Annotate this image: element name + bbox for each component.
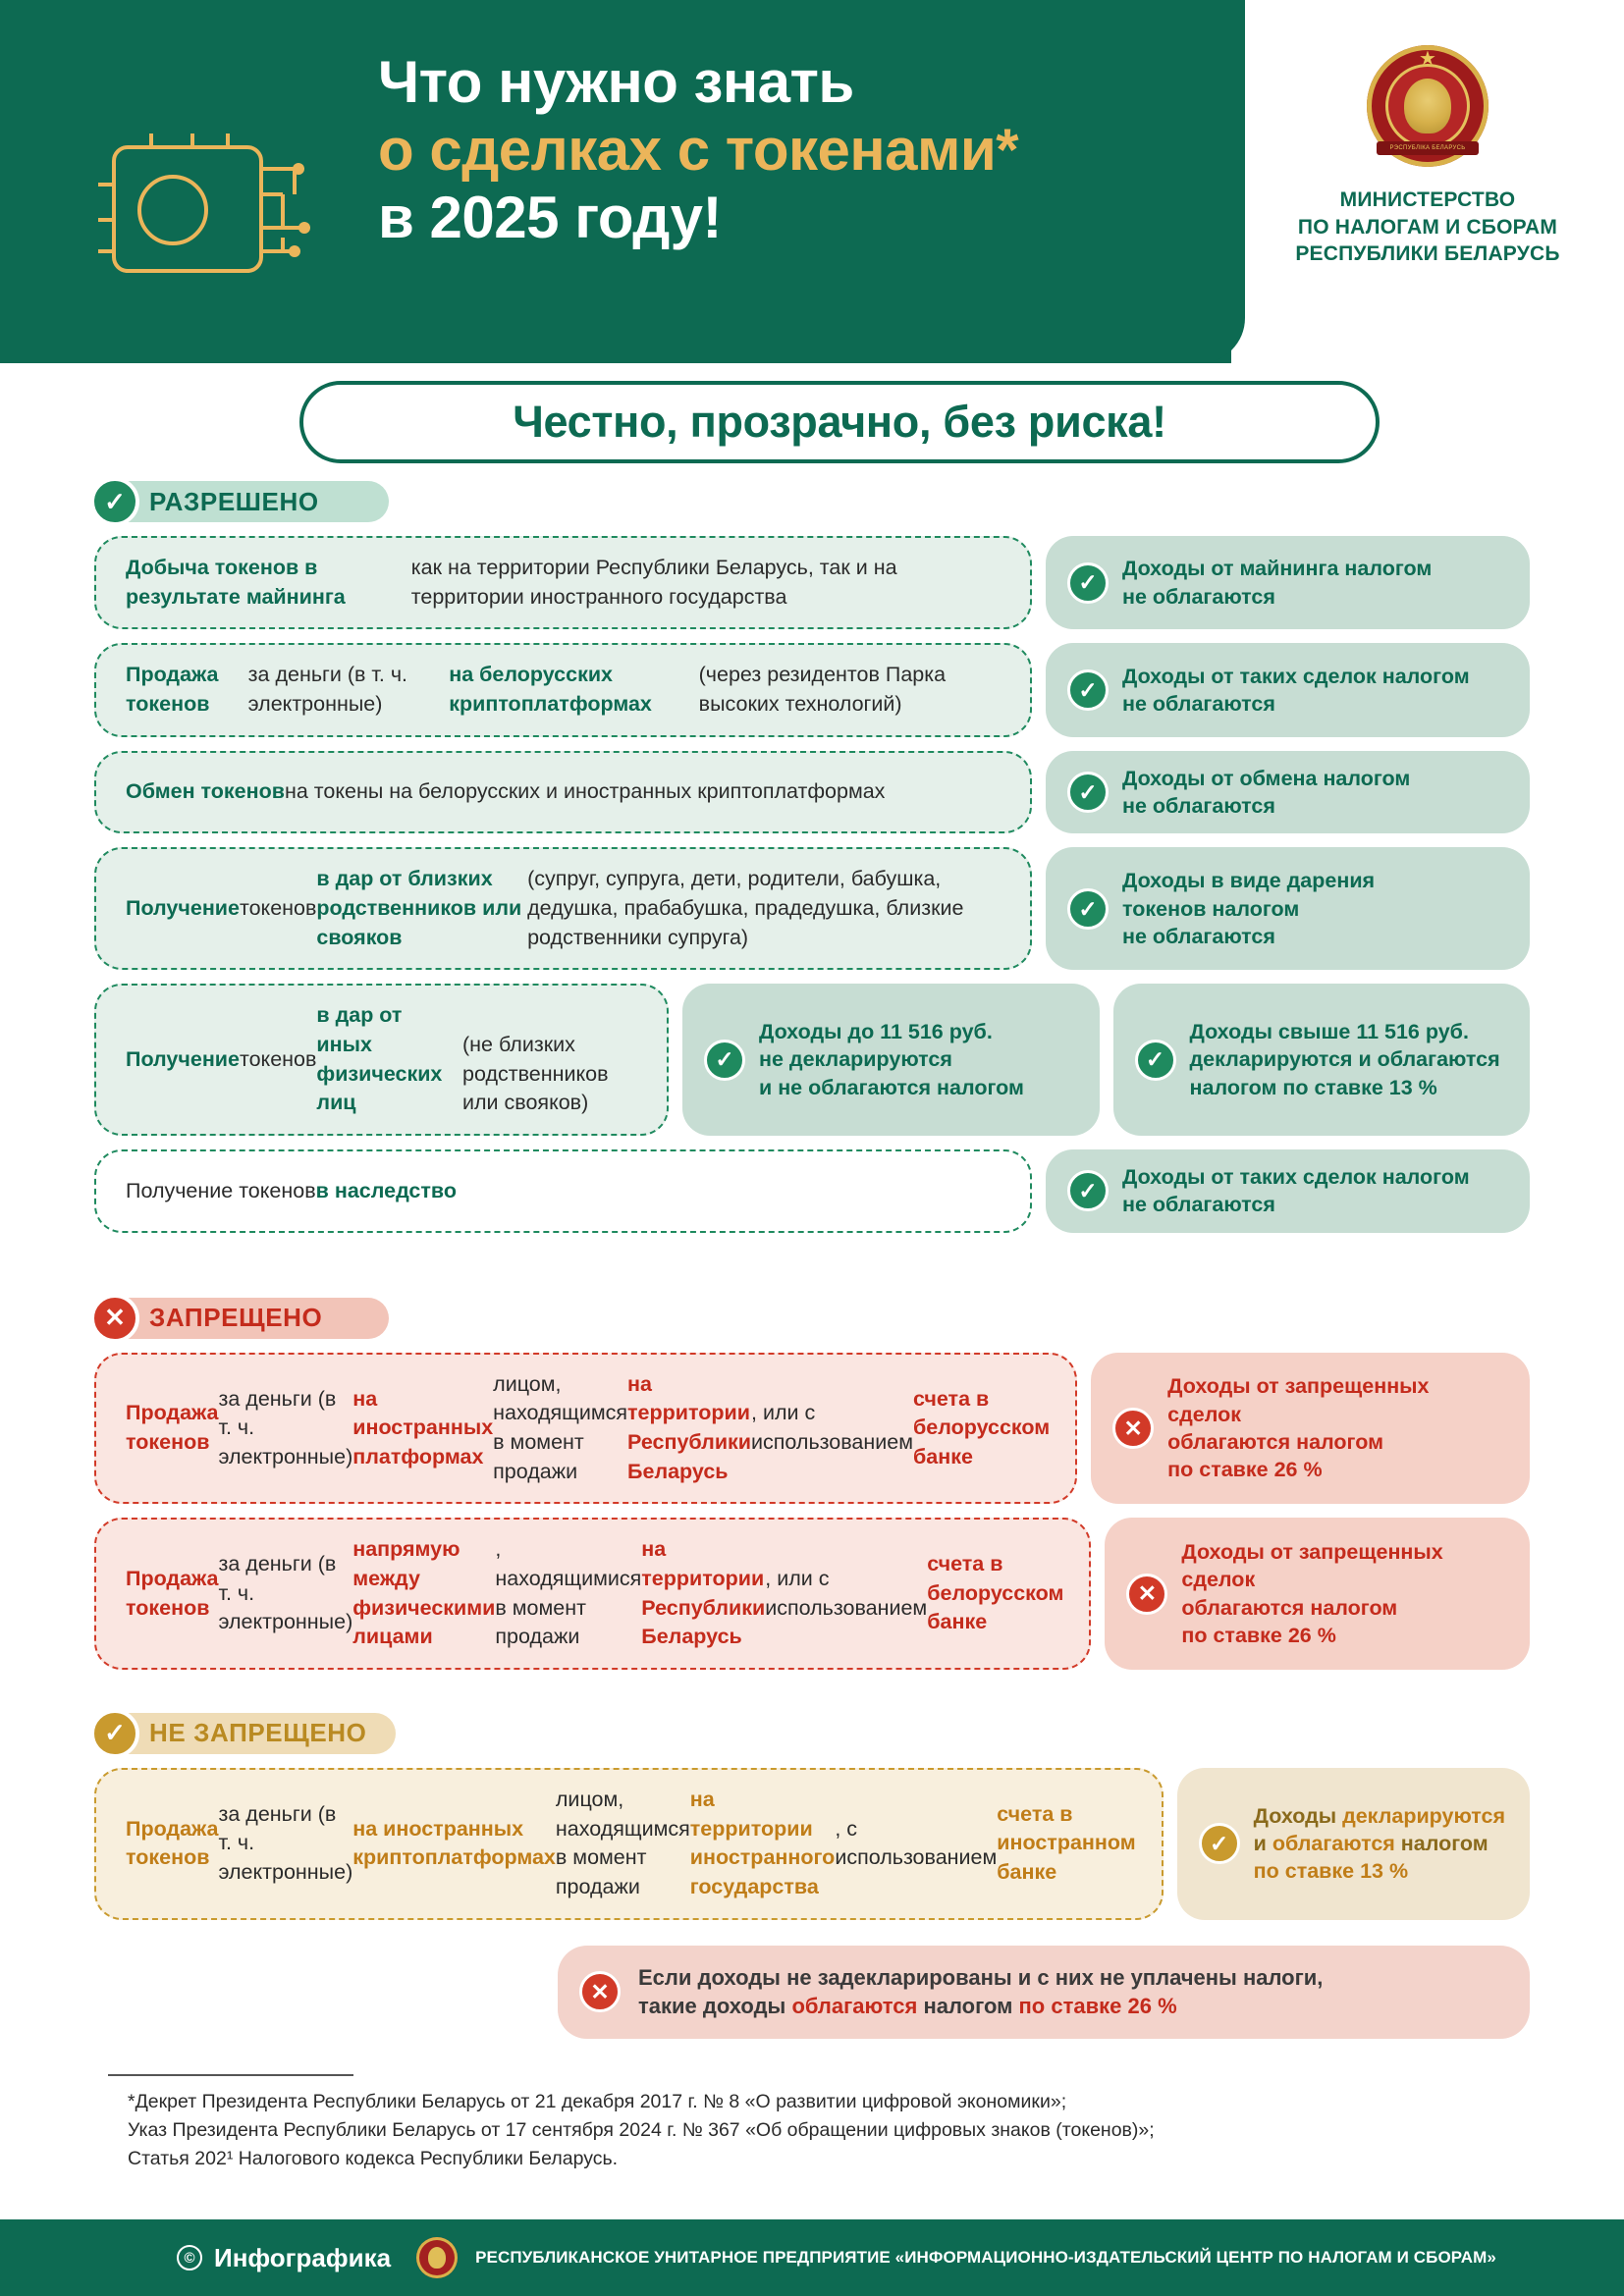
section-label-forbidden: ЗАПРЕЩЕНО (94, 1298, 389, 1339)
section-header-allowed (94, 481, 1624, 522)
check-circle-gold-icon: ✓ (90, 1709, 139, 1758)
check-circle-icon: ✓ (90, 477, 139, 526)
footnote-line-3: Статья 202¹ Налогового кодекса Республики Беларусь. (128, 2148, 619, 2170)
footer-brand-text: Инфографика (214, 2242, 392, 2272)
allowed-row-3-description: Обмен токенов на токены на белорусских и иностранных криптоплатформах (94, 751, 1032, 834)
copyright-icon: © (177, 2245, 202, 2270)
not-forbidden-row-1-description: Продажа токенов за деньги (в т. ч. электронные) на иностранных криптоплатформах лицом, находящимся в момент продажи на территории иностранного государства , с использованием счета в иностранном банке (94, 1768, 1164, 1920)
forbidden-row-2-result-text: Доходы от запрещенных сделок облагаются налогом по ставке 26 % (1181, 1539, 1443, 1648)
footnotes-divider (108, 2074, 353, 2076)
check-circle-icon: ✓ (1067, 888, 1109, 930)
allowed-gift-other-threshold-above-text: Доходы свыше 11 516 руб. декларируются и облагаются налогом по ставке 13 % (1189, 1020, 1500, 1099)
warning-row (94, 1946, 1530, 2039)
check-circle-icon: ✓ (1135, 1040, 1176, 1081)
allowed-row-4-result-text: Доходы в виде дарения токенов налогом не облагаются (1122, 869, 1376, 949)
header (0, 0, 1624, 363)
check-circle-gold-icon: ✓ (1199, 1823, 1240, 1864)
allowed-row-4 (94, 847, 1530, 970)
forbidden-row-2 (94, 1518, 1530, 1670)
check-circle-icon: ✓ (1067, 772, 1109, 813)
check-circle-icon: ✓ (1067, 562, 1109, 604)
allowed-gift-other-threshold-above (1113, 984, 1531, 1136)
title-line-2: о сделках с токенами* (378, 116, 1019, 183)
allowed-row-2-result (1046, 643, 1530, 736)
allowed-inheritance-result (1046, 1149, 1530, 1233)
allowed-row-1-result-text: Доходы от майнинга налогом не облагаются (1122, 557, 1433, 609)
forbidden-row-1 (94, 1353, 1530, 1505)
content-body (0, 481, 1624, 2174)
ministry-line-1: МИНИСТЕРСТВО (1339, 188, 1516, 211)
allowed-row-2-description: Продажа токенов за деньги (в т. ч. электронные) на белорусских криптоплатформах (через резидентов Парка высоких технологий) (94, 643, 1032, 736)
allowed-row-2 (94, 643, 1530, 736)
footer-brand (177, 2243, 391, 2273)
forbidden-row-1-description: Продажа токенов за деньги (в т. ч. электронные) на иностранных платформах лицом, находящимся в момент продажи на территории Республики Беларусь , или с использованием счета в белорусском банке (94, 1353, 1077, 1505)
section-label-not-forbidden: НЕ ЗАПРЕЩЕНО (94, 1713, 396, 1754)
title-line-1: Что нужно знать (378, 49, 854, 115)
not-forbidden-row-1-result (1177, 1768, 1530, 1920)
footnote-line-1: *Декрет Президента Республики Беларусь от 21 декабря 2017 г. № 8 «О развитии цифровой экономики»; (128, 2090, 1067, 2112)
cross-circle-icon: ✕ (90, 1294, 139, 1343)
check-circle-icon: ✓ (1067, 1170, 1109, 1211)
not-forbidden-row-1-result-text: Доходы декларируются и облагаются налогом по ставке 13 % (1253, 1803, 1506, 1884)
allowed-inheritance-result-text: Доходы от таких сделок налогом не облагаются (1122, 1164, 1470, 1217)
ministry-line-3: РЕСПУБЛИКИ БЕЛАРУСЬ (1295, 242, 1560, 266)
subtitle-text: Честно, прозрачно, без риска! (299, 381, 1380, 463)
allowed-row-2-result-text: Доходы от таких сделок налогом не облагаются (1122, 664, 1470, 716)
footnotes (128, 2074, 1530, 2174)
forbidden-row-2-result (1105, 1518, 1530, 1670)
section-header-not-forbidden (94, 1713, 1624, 1754)
allowed-inheritance-description: Получение токенов в наследство (94, 1149, 1032, 1233)
allowed-row-4-description: Получение токенов в дар от близких родственников или свояков (супруг, супруга, дети, родители, бабушка, дедушка, прабабушка, прадедушка, близкие родственники супруга) (94, 847, 1032, 970)
ministry-name (1295, 187, 1559, 268)
section-header-forbidden (94, 1298, 1624, 1339)
allowed-gift-other-description: Получение токенов в дар от иных физических лиц (не близких родственников или свояков) (94, 984, 669, 1136)
ministry-line-2: ПО НАЛОГАМ И СБОРАМ (1297, 215, 1558, 239)
forbidden-row-1-result (1091, 1353, 1530, 1505)
allowed-row-1-description: Добыча токенов в результате майнинга как на территории Республики Беларусь, так и на территории иностранного государства (94, 536, 1032, 629)
footer-coat-of-arms-icon (416, 2237, 458, 2278)
coat-of-arms-icon: ★ РЭСПУБЛІКА БЕЛАРУСЬ (1367, 45, 1489, 167)
allowed-row-1-result (1046, 536, 1530, 629)
emblem-ribbon-text: РЭСПУБЛІКА БЕЛАРУСЬ (1377, 141, 1479, 155)
footnote-line-2: Указ Президента Республики Беларусь от 17 сентября 2024 г. № 367 «Об обращении цифровых знаков (токенов)»; (128, 2119, 1155, 2142)
allowed-row-3-result (1046, 751, 1530, 834)
header-ministry-block (1231, 0, 1624, 363)
check-circle-icon: ✓ (704, 1040, 745, 1081)
title-line-3: в 2025 году! (378, 184, 722, 250)
warning-banner (558, 1946, 1530, 2039)
forbidden-row-2-description: Продажа токенов за деньги (в т. ч. электронные) напрямую между физическими лицами , находящимися в момент продажи на территории Республики Беларусь , или с использованием счета в белорусском банке (94, 1518, 1091, 1670)
allowed-row-3 (94, 751, 1530, 834)
allowed-row-3-result-text: Доходы от обмена налогом не облагаются (1122, 766, 1411, 818)
cross-circle-icon: ✕ (1112, 1408, 1154, 1449)
allowed-row-gift-other (94, 984, 1530, 1136)
page-title (378, 51, 1018, 249)
subtitle-banner (299, 381, 1380, 463)
section-label-allowed: РАЗРЕШЕНО (94, 481, 389, 522)
check-circle-icon: ✓ (1067, 669, 1109, 711)
footer-organization: РЕСПУБЛИКАНСКОЕ УНИТАРНОЕ ПРЕДПРИЯТИЕ «ИНФОРМАЦИОННО-ИЗДАТЕЛЬСКИЙ ЦЕНТР ПО НАЛОГАМ И СБОРАМ» (475, 2248, 1496, 2267)
cross-circle-icon: ✕ (1126, 1574, 1167, 1615)
allowed-gift-other-threshold-below-text: Доходы до 11 516 руб. не декларируются и не облагаются налогом (759, 1020, 1024, 1099)
allowed-row-1 (94, 536, 1530, 629)
forbidden-row-1-result-text: Доходы от запрещенных сделок облагаются налогом по ставке 26 % (1167, 1374, 1430, 1482)
allowed-row-4-result (1046, 847, 1530, 970)
allowed-gift-other-threshold-below (682, 984, 1100, 1136)
footer (0, 2219, 1624, 2296)
allowed-row-inheritance (94, 1149, 1530, 1233)
crypto-chip-icon (90, 126, 326, 293)
cross-circle-icon: ✕ (579, 1971, 621, 2012)
not-forbidden-row-1 (94, 1768, 1530, 1920)
warning-text: Если доходы не задекларированы и с них не уплачены налоги, такие доходы облагаются налогом по ставке 26 % (638, 1964, 1324, 2019)
